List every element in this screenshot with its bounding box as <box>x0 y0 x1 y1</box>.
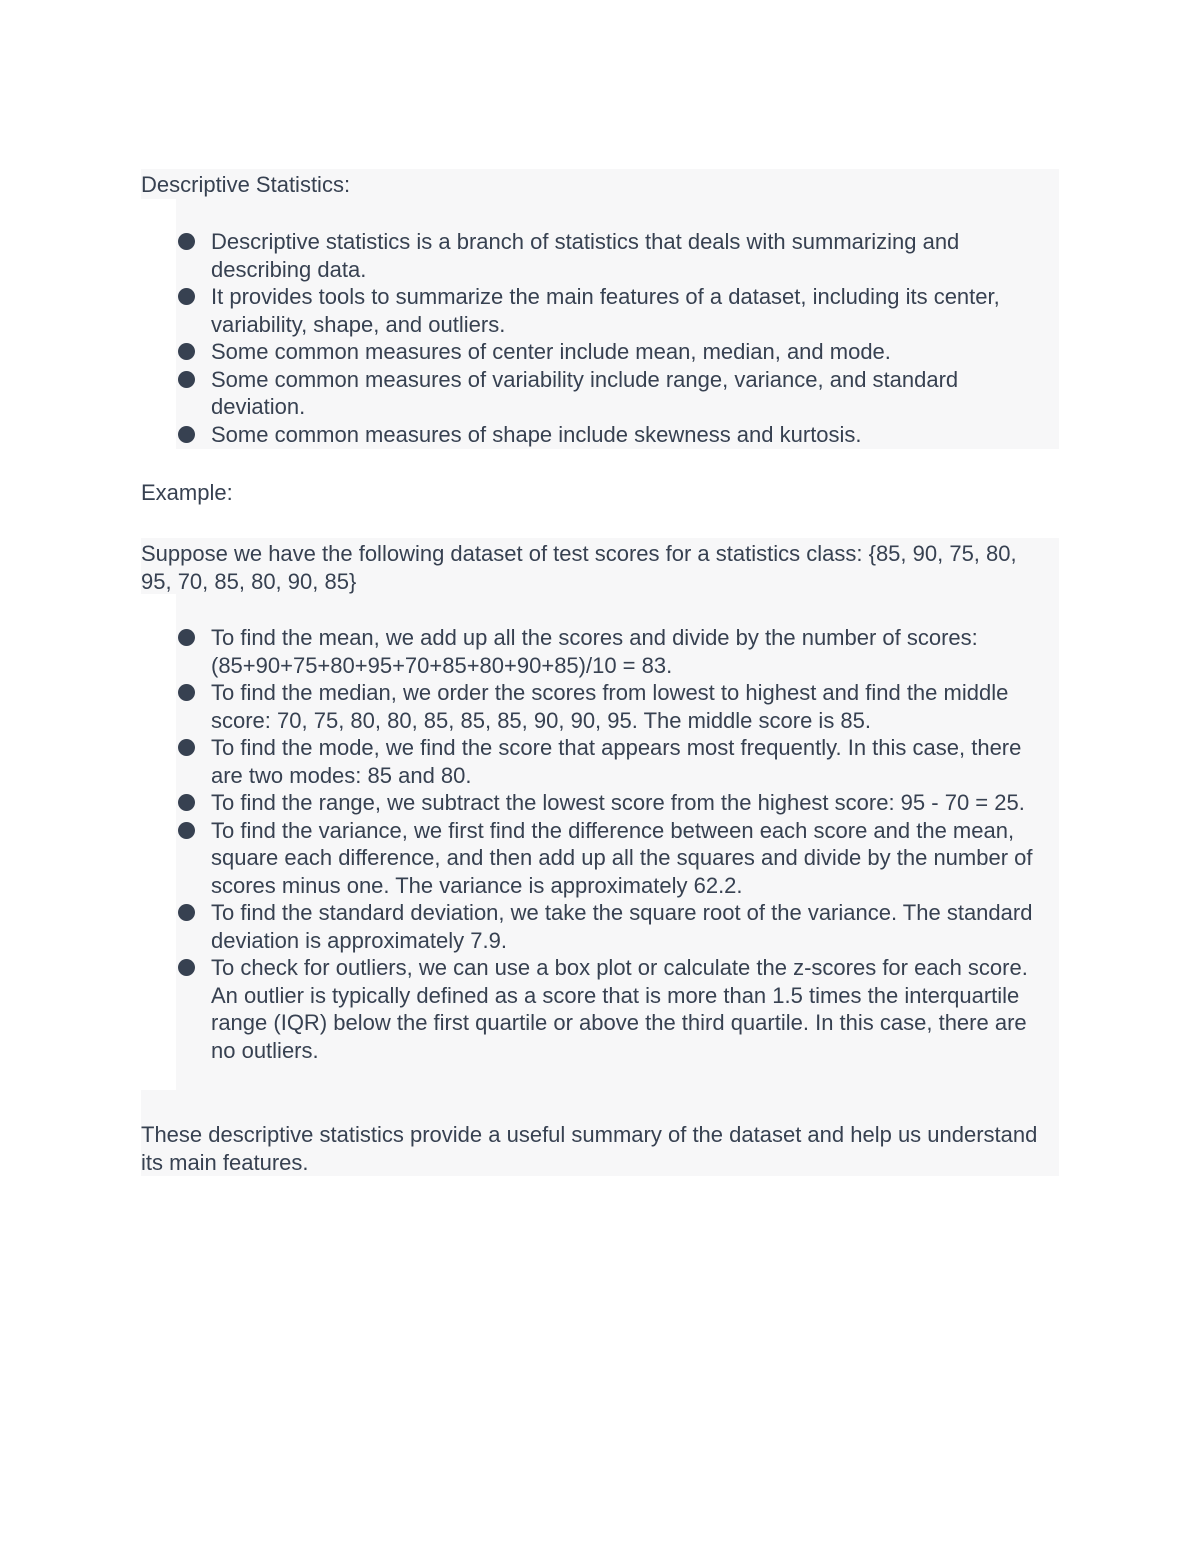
list-item-text: To find the mode, we find the score that appears most frequently. In this case, there are two modes: 85 and 80. <box>211 735 1022 788</box>
example-intro: Suppose we have the following dataset of test scores for a statistics class: {85, 90, 75, 80, 95, 70, 85, 80, 90, 85} <box>141 541 1017 594</box>
list-item-text: To find the mean, we add up all the scores and divide by the number of scores: (85+90+75+80+95+70+85+80+90+85)/10 = 83. <box>211 625 978 678</box>
bullet-icon <box>178 739 195 756</box>
list-item <box>176 899 1046 954</box>
list-item-text: It provides tools to summarize the main features of a dataset, including its center, variability, shape, and outliers. <box>211 284 1000 337</box>
list-item-text: Descriptive statistics is a branch of statistics that deals with summarizing and describing data. <box>211 229 960 282</box>
list-item-text: Some common measures of center include mean, median, and mode. <box>211 339 891 364</box>
list-item <box>176 624 1046 679</box>
bullet-icon <box>178 343 195 360</box>
list-item <box>176 338 1046 366</box>
list-item-text: Some common measures of shape include skewness and kurtosis. <box>211 421 862 447</box>
bullet-icon <box>178 904 195 921</box>
list-item-text: To find the variance, we first find the difference between each score and the mean, square each difference, and then add up all the squares and divide by the number of scores minus one. The variance is approximately 62.2. <box>211 817 1033 898</box>
example-heading: Example: <box>141 480 233 505</box>
bullet-icon <box>178 288 195 305</box>
list-item <box>176 817 1046 900</box>
list-item <box>176 734 1046 789</box>
intro-bullet-list <box>176 228 1046 448</box>
bullet-icon <box>178 684 195 701</box>
bullet-icon <box>178 959 195 976</box>
list-item-text: To check for outliers, we can use a box plot or calculate the z-scores for each score. An outlier is typically defined as a score that is more than 1.5 times the interquartile range (IQR) below the first quartile or above the third quartile. In this case, there are no outliers. <box>211 955 1028 1063</box>
list-item <box>176 366 1046 421</box>
list-item-text: Some common measures of variability include range, variance, and standard deviation. <box>211 366 959 419</box>
list-item <box>176 283 1046 338</box>
bullet-icon <box>178 794 195 811</box>
bullet-icon <box>178 426 195 443</box>
bullet-icon <box>178 629 195 646</box>
list-item <box>176 789 1046 817</box>
list-item-text: To find the standard deviation, we take the square root of the variance. The standard deviation is approximately 7.9. <box>211 900 1033 953</box>
list-item-text: To find the range, we subtract the lowest score from the highest score: 95 - 70 = 25. <box>211 790 1025 815</box>
section-title: Descriptive Statistics: <box>141 172 351 197</box>
list-item <box>176 679 1046 734</box>
bullet-icon <box>178 371 195 388</box>
example-bullet-list <box>176 624 1046 1064</box>
bullet-icon <box>178 822 195 839</box>
list-item <box>176 228 1046 283</box>
conclusion-paragraph: These descriptive statistics provide a useful summary of the dataset and help us understand its main features. <box>141 1122 1038 1175</box>
list-item <box>176 954 1046 1064</box>
bullet-icon <box>178 233 195 250</box>
list-item <box>176 421 1046 449</box>
list-item-text: To find the median, we order the scores from lowest to highest and find the middle score: 70, 75, 80, 80, 85, 85, 85, 90, 90, 95. The middle score is 85. <box>211 680 1009 733</box>
